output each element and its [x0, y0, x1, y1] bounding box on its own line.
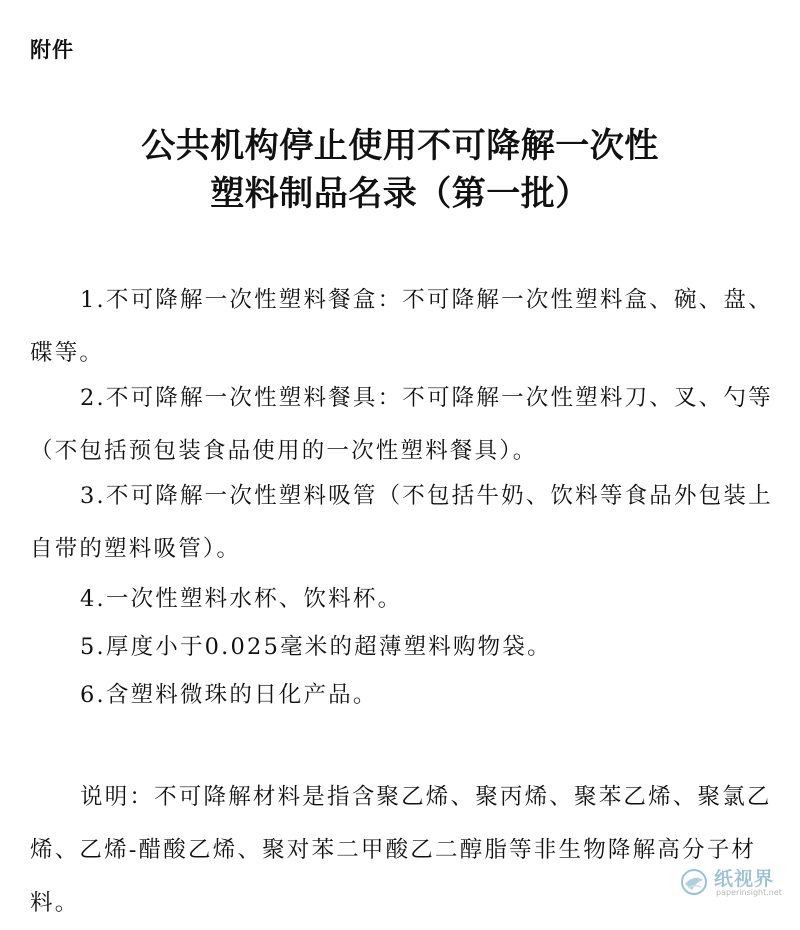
attachment-label: 附件 — [30, 38, 74, 62]
list-item-4: 4.一次性塑料水杯、饮料杯。 — [80, 586, 403, 612]
document-title-line-1: 公共机构停止使用不可降解一次性 — [141, 126, 659, 166]
list-item-5: 5.厚度小于0.025毫米的超薄塑料购物袋。 — [80, 634, 552, 660]
list-item-2: 2.不可降解一次性塑料餐具：不可降解一次性塑料刀、叉、勺等（不包括预包装食品使用的一次性塑料餐具）。 — [30, 385, 773, 464]
watermark-name: 纸视界 — [714, 868, 775, 890]
watermark-url: paperinsight.net — [716, 888, 782, 897]
list-item-3: 3.不可降解一次性塑料吸管（不包括牛奶、饮料等食品外包装上自带的塑料吸管）。 — [30, 483, 773, 562]
list-item-1: 1.不可降解一次性塑料餐盒：不可降解一次性塑料盒、碗、盘、碟等。 — [30, 287, 773, 366]
watermark — [680, 864, 788, 904]
paper-globe-logo-icon — [680, 868, 708, 896]
note-paragraph: 说明：不可降解材料是指含聚乙烯、聚丙烯、聚苯乙烯、聚氯乙烯、乙烯-醋酸乙烯、聚对苯二甲酸乙二醇脂等非生物降解高分子材料。 — [30, 784, 772, 916]
document-title-line-2: 塑料制品名录（第一批） — [210, 174, 590, 214]
list-item-6: 6.含塑料微珠的日化产品。 — [80, 682, 378, 708]
